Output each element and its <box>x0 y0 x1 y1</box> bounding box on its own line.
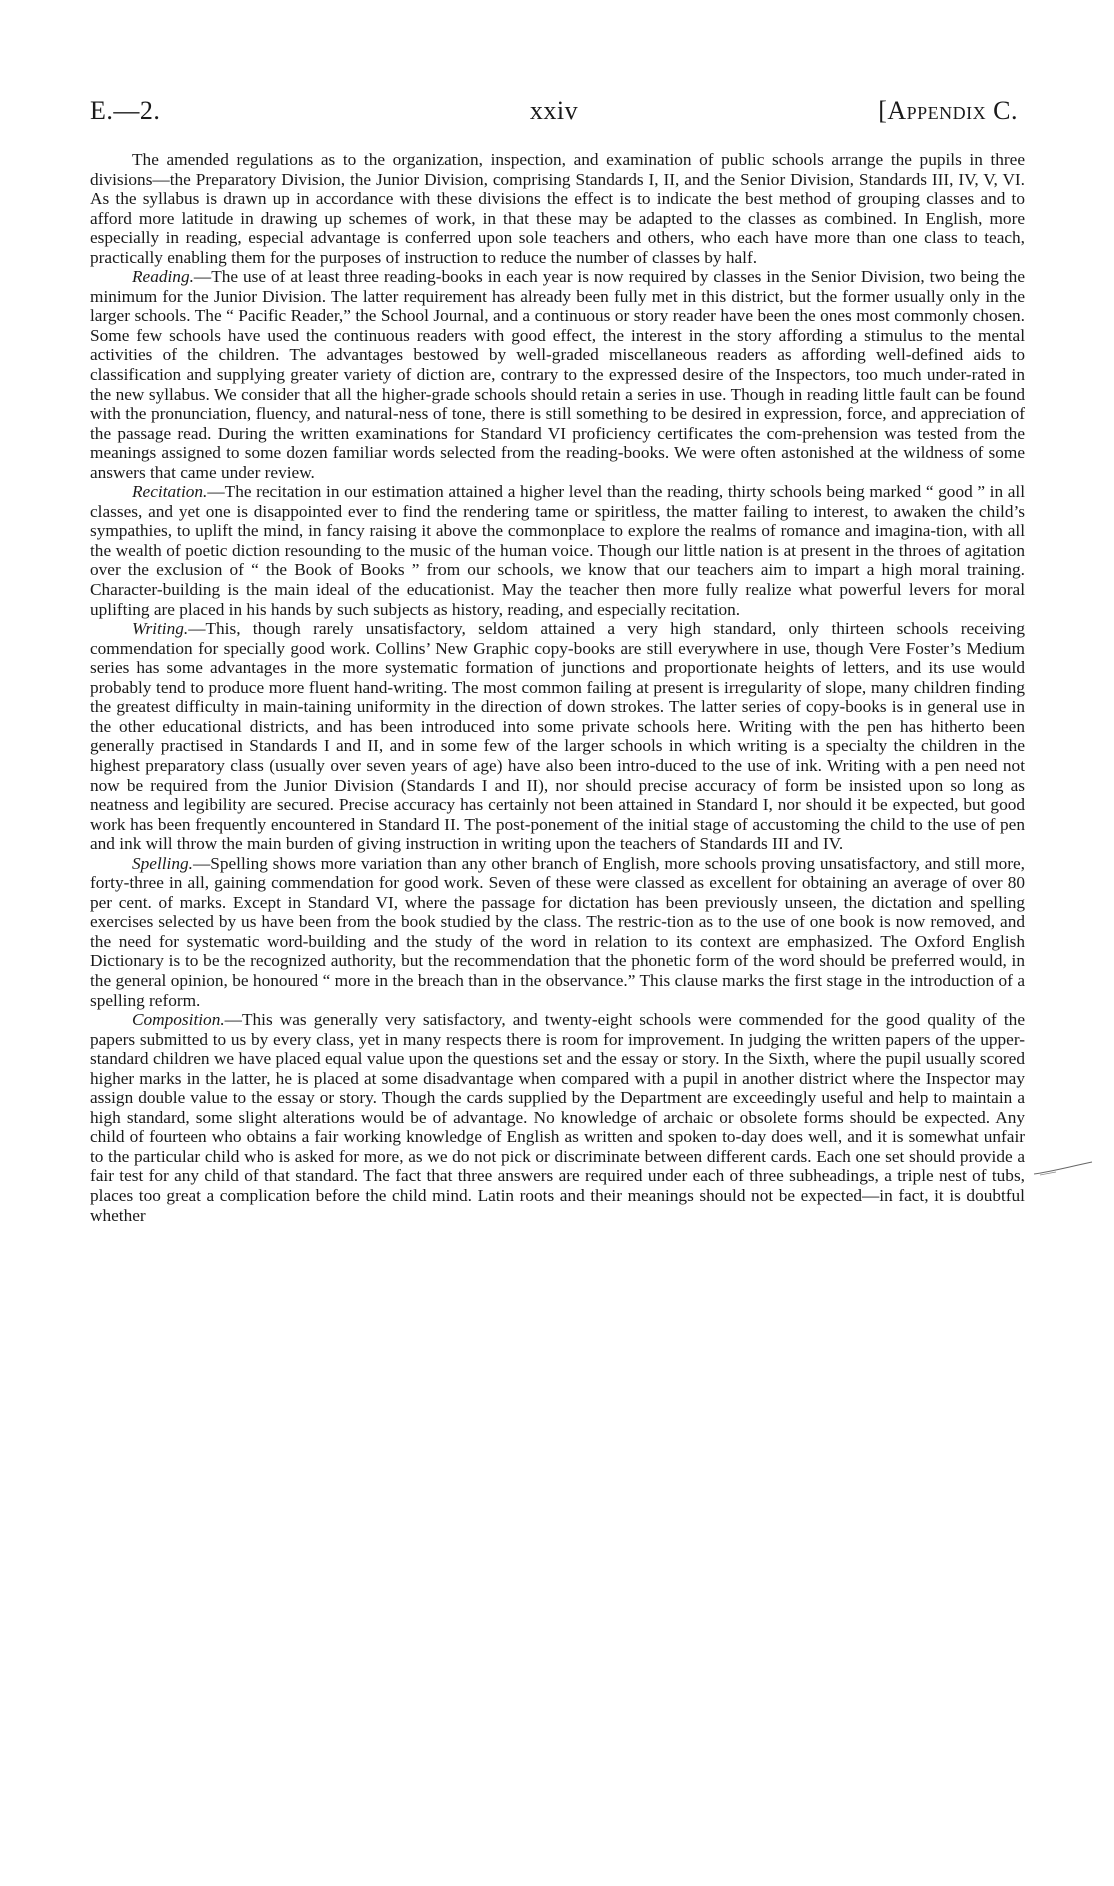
paragraph-reading <box>90 267 1025 482</box>
paragraph-spelling <box>90 854 1025 1010</box>
header-appendix-label: [Appendix C. <box>878 96 1018 125</box>
paragraph-writing <box>90 619 1025 854</box>
paragraph-recitation <box>90 482 1025 619</box>
header-report-code: E.—2. <box>90 96 161 125</box>
paragraph-text: —Spelling shows more variation than any other branch of English, more schools proving unsatisfactory, and still more, forty-three in all, gaining commendation for good work. Seven of these were classed as excellent for obtaining an average of over 80 per cent. of marks. Except in Standard VI, where the passage for dictation has been previously unseen, the dictation and spelling exercises selected by us have been from the book studied by the class. The restric-tion as to the use of one book is now removed, and the need for systematic word-building and the study of the word in relation to its context are emphasized. The Oxford English Dictionary is to be the recognized authority, but the recommendation that the phonetic form of the word should be preferred would, in the general opinion, be honoured “ more in the breach than in the observance.” This clause marks the first stage in the introduction of a spelling reform. <box>90 853 1025 1010</box>
paragraph-text: —The recitation in our estimation attained a higher level than the reading, thirty schools being marked “ good ” in all classes, and yet one is disappointed ever to find the rendering tame or spiritless, the matter failing to interest, to awaken the child’s sympathies, to uplift the mind, in fancy raising it above the commonplace to explore the realms of romance and imagina-tion, with all the wealth of poetic diction resounding to the music of the human voice. Though our little nation is at present in the throes of agitation over the exclusion of “ the Book of Books ” from our schools, we know that our teachers aim to impart a high moral training. Character-building is the main ideal of the educationist. May the teacher then more fully realize what powerful levers for moral uplifting are placed in his hands by such subjects as history, reading, and especially recitation. <box>90 482 1025 619</box>
paragraph-text: The amended regulations as to the organization, inspection, and examination of public schools arrange the pupils in three divisions—the Preparatory Division, the Junior Division, comprising Standards I, II, and the Senior Division, Standards III, IV, V, VI. As the syllabus is drawn up in accordance with these divisions the effect is to indicate the best method of grouping classes and to afford more latitude in drawing up schemes of work, in that these may be adapted to the classes as combined. In English, more especially in reading, especial advantage is conferred upon sole teachers and others, who each have more than one class to teach, practically enabling them for the purposes of instruction to reduce the number of classes by half. <box>90 150 1025 267</box>
paragraph-intro <box>90 150 1025 267</box>
paragraph-lead: Spelling. <box>132 853 193 873</box>
page-header <box>90 96 1018 132</box>
paragraph-lead: Writing. <box>132 619 189 639</box>
paragraph-text: —The use of at least three reading-books in each year is now required by classes in the Senior Division, two being the minimum for the Junior Division. The latter requirement has already been fully met in this district, but the former usually only in the larger schools. The “ Pacific Reader,” the School Journal, and a continuous or story reader have been the ones most commonly chosen. Some few schools have used the continuous readers with good effect, the interest in the story affording a stimulus to the mental activities of the children. The advantages bestowed by well-graded miscellaneous readers as affording well-defined aids to classification and supplying greater variety of diction are, contrary to the expressed desire of the Inspectors, too much under-rated in the new syllabus. We consider that all the higher-grade schools should retain a series in use. Though in reading little fault can be found with the pronunciation, fluency, and natural-ness of tone, there is still something to be desired in expression, force, and appreciation of the passage read. During the written examinations for Standard VI proficiency certificates the com-prehension was tested from the meanings assigned to some dozen familiar words selected from the reading-books. We were often astonished at the wildness of some answers that came under review. <box>90 267 1025 482</box>
paragraph-lead: Reading. <box>132 267 194 287</box>
paragraph-text: —This, though rarely unsatisfactory, seldom attained a very high standard, only thirteen schools receiving commendation for specially good work. Collins’ New Graphic copy-books are still everywhere in use, though Vere Foster’s Medium series has some advantages in the more systematic formation of junctions and proportionate heights of letters, and its use would probably tend to produce more fluent hand-writing. The most common failing at present is irregularity of slope, many children finding the greatest difficulty in main-taining uniformity in the direction of down strokes. The latter series of copy-books is in general use in the other educational districts, and has been introduced into some private schools here. Writing with the pen has hitherto been generally practised in Standards I and II, and in some few of the larger schools in which writing is a specialty the children in the highest preparatory class (usually over seven years of age) have also been intro-duced to the use of ink. Writing with a pen need not now be required from the Junior Division (Standards I and II), nor should precise accuracy of form be insisted upon so long as neatness and legibility are secured. Precise accuracy has certainly not been attained in Standard I, nor should it be expected, but good work has been frequently encountered in Standard II. The post-ponement of the initial stage of accustoming the child to the use of pen and ink will throw the main burden of giving instruction in writing upon the teachers of Standards III and IV. <box>90 619 1025 854</box>
header-page-number: xxiv <box>529 96 579 125</box>
paragraph-lead: Composition. <box>132 1010 225 1030</box>
paragraph-lead: Recitation. <box>132 482 208 502</box>
paragraph-composition <box>90 1010 1025 1225</box>
paragraph-text: —This was generally very satisfactory, and twenty-eight schools were commended for the good quality of the papers submitted to us by every class, yet in many respects there is room for improvement. In judging the written papers of the upper-standard children we have placed equal value upon the questions set and the essay or story. In the Sixth, where the pupil usually scored higher marks in the latter, he is placed at some disadvantage when compared with a pupil in another district where the Inspector may assign double value to the essay or story. Though the cards supplied by the Department are exceedingly useful and help to maintain a high standard, some slight alterations would be of advantage. No knowledge of archaic or obsolete forms should be expected. Any child of fourteen who obtains a fair working knowledge of English as written and spoken to-day does well, and it is somewhat unfair to the particular child who is asked for more, as we do not pick or discriminate between different cards. Each one set should provide a fair test for any child of that standard. The fact that three answers are required under each of three subheadings, a triple nest of tubs, places too great a complication before the child mind. Latin roots and their meanings should not be expected—in fact, it is doubtful whether <box>90 1010 1025 1225</box>
stray-pen-mark <box>1034 1160 1094 1180</box>
body-text <box>90 150 1025 1225</box>
